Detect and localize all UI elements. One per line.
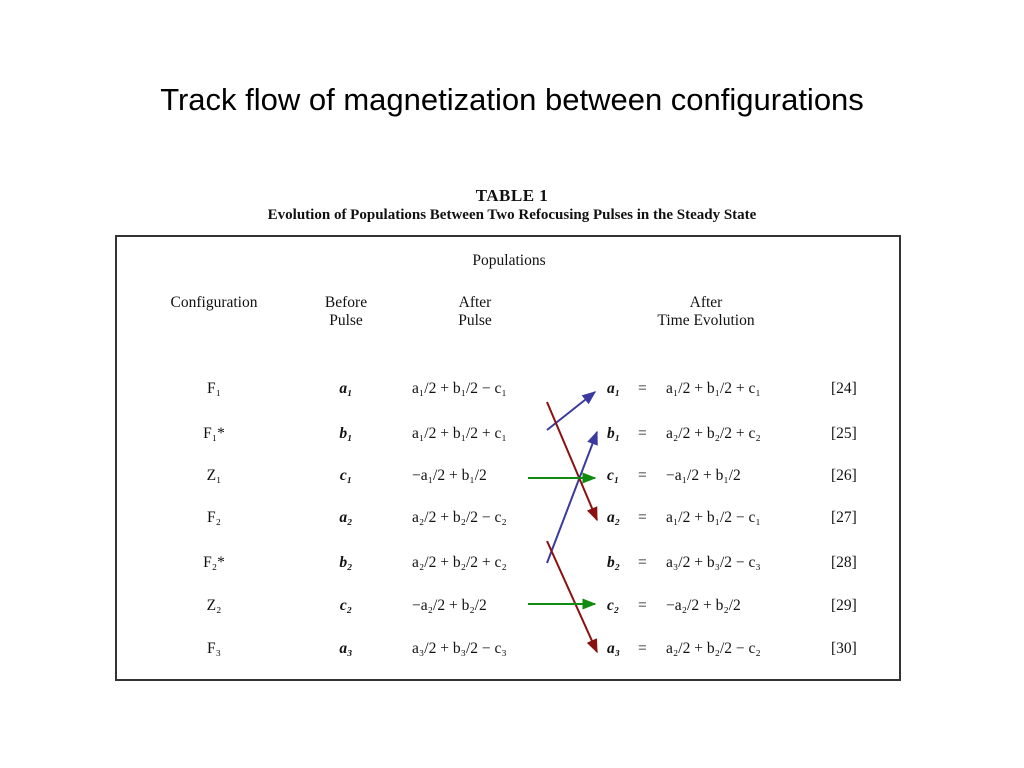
equation-number: [30] (831, 640, 857, 657)
blue-arrow-f2star-to-f1star (547, 432, 597, 563)
red-arrow-f2-to-f3 (547, 541, 597, 652)
before-pulse-cell: c₁ (339, 467, 353, 484)
equals-sign: = (638, 467, 647, 484)
time-evolution-cell: a₁/2 + b₁/2 + c₁ (666, 380, 761, 397)
after-pulse-cell: a₂/2 + b₂/2 + c₂ (412, 554, 507, 571)
configuration-cell: F₂ (206, 509, 222, 526)
table-caption: Evolution of Populations Between Two Refocusing Pulses in the Steady State (267, 207, 757, 223)
before-pulse-cell: c₂ (339, 597, 353, 614)
time-evolution-cell: −a₁/2 + b₁/2 (666, 467, 741, 484)
equation-number: [27] (831, 509, 857, 526)
populations-header: Populations (472, 252, 546, 269)
after-pulse-cell: a₁/2 + b₁/2 + c₁ (412, 425, 507, 442)
evolved-variable-cell: b₁ (607, 425, 621, 442)
before-pulse-header-line2: Pulse (329, 312, 363, 329)
red-arrow-f1-to-f2 (547, 402, 597, 520)
time-evolution-cell: a₂/2 + b₂/2 + c₂ (666, 425, 761, 442)
equals-sign: = (638, 509, 647, 526)
evolved-variable-cell: a₂ (607, 509, 621, 526)
configuration-cell: F₂* (203, 554, 225, 571)
equals-sign: = (638, 554, 647, 571)
after-pulse-header-line1: After (458, 294, 492, 311)
configuration-cell: F₁* (203, 425, 225, 442)
blue-arrow-f1star-to-f1 (547, 392, 595, 430)
time-evolution-cell: a₁/2 + b₁/2 − c₁ (666, 509, 761, 526)
after-pulse-cell: a₂/2 + b₂/2 − c₂ (412, 509, 507, 526)
after-pulse-cell: −a₂/2 + b₂/2 (412, 597, 487, 614)
configuration-header: Configuration (170, 294, 258, 311)
equals-sign: = (638, 640, 647, 657)
configuration-cell: Z₂ (206, 597, 222, 614)
evolved-variable-cell: a₃ (607, 640, 621, 657)
after-time-header-line2: Time Evolution (657, 312, 755, 329)
equation-number: [29] (831, 597, 857, 614)
evolved-variable-cell: b₂ (607, 554, 621, 571)
after-pulse-cell: −a₁/2 + b₁/2 (412, 467, 487, 484)
configuration-cell: F₃ (206, 640, 222, 657)
time-evolution-cell: a₂/2 + b₂/2 − c₂ (666, 640, 761, 657)
after-pulse-header-line2: Pulse (458, 312, 492, 329)
before-pulse-cell: b₁ (339, 425, 353, 442)
configuration-cell: F₁ (206, 380, 222, 397)
evolved-variable-cell: c₂ (607, 597, 620, 614)
equals-sign: = (638, 380, 647, 397)
evolved-variable-cell: c₁ (607, 467, 620, 484)
before-pulse-cell: a₁ (339, 380, 353, 397)
before-pulse-header-line1: Before (324, 294, 368, 311)
table-number: TABLE 1 (475, 186, 549, 205)
time-evolution-cell: a₃/2 + b₃/2 − c₃ (666, 554, 761, 571)
configuration-cell: Z₁ (206, 467, 222, 484)
equals-sign: = (638, 597, 647, 614)
before-pulse-cell: a₃ (339, 640, 353, 657)
equation-number: [28] (831, 554, 857, 571)
equation-number: [25] (831, 425, 857, 442)
equals-sign: = (638, 425, 647, 442)
after-time-header-line1: After (689, 294, 723, 311)
equation-number: [26] (831, 467, 857, 484)
before-pulse-cell: b₂ (339, 554, 353, 571)
slide-title: Track flow of magnetization between configurations (160, 82, 864, 117)
time-evolution-cell: −a₂/2 + b₂/2 (666, 597, 741, 614)
before-pulse-cell: a₂ (339, 509, 353, 526)
after-pulse-cell: a₃/2 + b₃/2 − c₃ (412, 640, 507, 657)
equation-number: [24] (831, 380, 857, 397)
evolved-variable-cell: a₁ (607, 380, 621, 397)
after-pulse-cell: a₁/2 + b₁/2 − c₁ (412, 380, 507, 397)
